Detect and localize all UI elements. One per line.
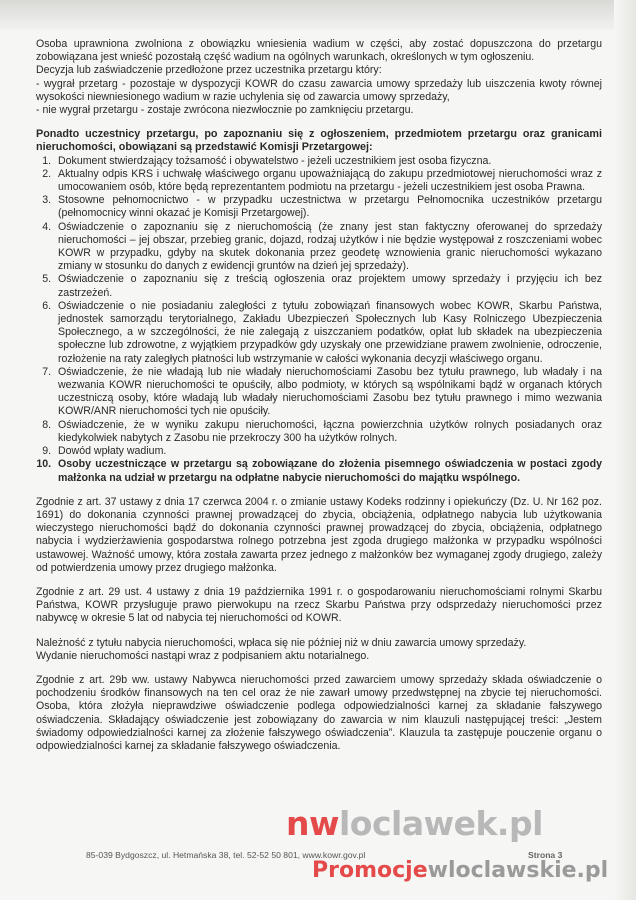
watermark-logo (286, 804, 543, 843)
list-item: 8. Oświadczenie, że w wyniku zakupu nieruchomości, łączna powierzchnia użytków rolnych posiadanych oraz kiedykolwiek nabytych z Zasobu nie przekroczy 300 ha użytków rolnych. (54, 419, 602, 445)
page-number: Strona 3 (528, 850, 563, 860)
payment-paragraph: Należność z tytułu nabycia nieruchomości, wpłaca się nie później niż w dniu zawarcia umowy sprzedaży. (36, 636, 527, 649)
requirements-heading: Ponadto uczestnicy przetargu, po zapoznaniu się z ogłoszeniem, przedmiotem przetargu oraz granicami nieruchomości, obowiązani są przedstawić Komisji Przetargowej: (36, 128, 602, 154)
watermark-promo-accent: Promocje (312, 858, 428, 883)
intro-winner-line: - wygrał przetarg - pozostaje w dyspozycji KOWR do czasu zawarcia umowy sprzedaży lub uiszczenia kwoty równej wysokości niewniesionego wadium w razie uchylenia się od zawarcia umowy sprzedaży, (36, 77, 602, 103)
list-item: 7. Oświadczenie, że nie władają lub nie władały nieruchomościami Zasobu bez tytułu prawnego, lub władały i na wezwania KOWR nieruchomości te opuściły, albo podmioty, w których są wspólnikami bądź w organach których uczestniczą osoby, które władają lub władały nieruchomościami Zasobu bez tytułu prawnego i mimo wezwania KOWR/ANR nieruchomości tych nie opuściły. (54, 366, 602, 419)
funds-declaration-paragraph: Zgodnie z art. 29b ww. ustawy Nabywca nieruchomości przed zawarciem umowy sprzedaży składa oświadczenie o pochodzeniu środków finansowych na ten cel oraz że nie zawarł umowy przedwstępnej na zbycie tej nieruchomości. Osoba, która złożyła nieprawdziwe oświadczenie podlega odpowiedzialności karnej za składanie fałszywego oświadczenia. Składający oświadczenie jest zobowiązany do zawarcia w nim klauzuli następującej treści: „Jestem świadomy odpowiedzialności karnej za złożenie fałszywego oświadczenia”. Klauzula ta zastępuje pouczenie organu o odpowiedzialności karnej za składanie fałszywego oświadczenia. (36, 673, 602, 752)
scan-right-edge (614, 0, 636, 900)
watermark-text: loclawek.pl (338, 804, 543, 843)
intro-paragraph: Osoba uprawniona zwolniona z obowiązku wniesienia wadium w części, aby zostać dopuszczona do przetargu zobowiązana jest wnieść pozostałą część wadium na ogólnych warunkach, określonych w tym ogłoszeniu. (36, 38, 602, 64)
list-item: 10. Osoby uczestniczące w przetargu są zobowiązane do złożenia pisemnego oświadczenia w postaci zgody małżonka na udział w przetargu na odpłatne nabycie nieruchomości do majątku wspólnego. (54, 458, 602, 484)
list-item: 2. Aktualny odpis KRS i uchwałę właściwego organu upoważniającą do zakupu przedmiotowej nieruchomości wraz z umocowaniem osób, które będą reprezentantem podmiotu na przetargu - jeżeli uczestnikiem jest osoba Prawna. (54, 168, 602, 194)
watermark-promo-text: wloclawskie.pl (427, 858, 609, 883)
intro-decision-line: Decyzja lub zaświadczenie przedłożone przez uczestnika przetargu który: (36, 64, 382, 77)
requirements-list (36, 155, 602, 485)
handover-paragraph: Wydanie nieruchomości nastąpi wraz z podpisaniem aktu notarialnego. (36, 649, 370, 662)
list-item: 1. Dokument stwierdzający tożsamość i obywatelstwo - jeżeli uczestnikiem jest osoba fizyczna. (54, 155, 602, 168)
intro-loser-line: - nie wygrał przetargu - zostaje zwrócona niezwłocznie po zamknięciu przetargu. (36, 104, 414, 117)
spouse-consent-paragraph: Zgodnie z art. 37 ustawy z dnia 17 czerwca 2004 r. o zmianie ustawy Kodeks rodzinny i opiekuńczy (Dz. U. Nr 162 poz. 1691) do dokonania czynności prawnej prowadzącej do zbycia, obciążenia, odpłatnego nabycia lub użytkowania wieczystego nieruchomości bądź do dokonania czynności prawnej prowadzącej do zbycia, obciążenia, odpłatnego nabycia i wydzierżawienia gospodarstwa rolnego potrzebna jest zgoda drugiego małżonka w przypadku wspólności ustawowej. Ważność umowy, która została zawarta przez jednego z małżonków bez wymaganej zgody drugiego, zależy od potwierdzenia umowy przez drugiego małżonka. (36, 495, 602, 574)
scan-top-edge (0, 0, 636, 30)
list-item: 6. Oświadczenie o nie posiadaniu zaległości z tytułu zobowiązań finansowych wobec KOWR, Skarbu Państwa, jednostek samorządu terytorialnego, Zakładu Ubezpieczeń Społecznych lub Kasy Rolniczego Ubezpieczenia Społecznego, a w szczególności, że nie zalegają z uiszczaniem podatków, opłat lub składek na ubezpieczenia społeczne lub zdrowotne, z wyjątkiem przypadków gdy uzyskały one przewidziane prawem zwolnienie, odroczenie, rozłożenie na raty zaległych płatności lub wstrzymanie w całości wykonania decyzji właściwego organu. (54, 300, 602, 366)
preemption-paragraph: Zgodnie z art. 29 ust. 4 ustawy z dnia 19 października 1991 r. o gospodarowaniu nieruchomościami rolnymi Skarbu Państwa, KOWR przysługuje prawo pierwokupu na rzecz Skarbu Państwa przy odsprzedaży nieruchomości przez nabywcę w okresie 5 lat od nabycia tej nieruchomości od KOWR. (36, 585, 602, 625)
footer-address: 85-039 Bydgoszcz, ul. Hetmańska 38, tel. 52-52 50 801, www.kowr.gov.pl (86, 850, 366, 860)
watermark-accent: nw (286, 804, 339, 843)
list-item: 3. Stosowne pełnomocnictwo - w przypadku uczestnictwa w przetargu Pełnomocnika uczestników przetargu (pełnomocnicy winni okazać je Komisji Przetargowej). (54, 194, 602, 220)
list-item: 4. Oświadczenie o zapoznaniu się z nieruchomością (że znany jest stan faktyczny oferowanej do sprzedaży nieruchomości – jej obszar, przebieg granic, dojazd, rodzaj użytków i nie będzie występował z roszczeniami wobec KOWR w przypadku, gdyby na skutek dokonania przez geodetę wznowienia granic nieruchomości wykazano zmiany w stosunku do danych z ewidencji gruntów na dzień jej sprzedaży). (54, 221, 602, 274)
watermark-promo (312, 858, 608, 883)
list-item: 5. Oświadczenie o zapoznaniu się z treścią ogłoszenia oraz projektem umowy sprzedaży i przyjęciu ich bez zastrzeżeń. (54, 273, 602, 299)
list-item: 9. Dowód wpłaty wadium. (54, 445, 602, 458)
document-page (36, 38, 602, 753)
